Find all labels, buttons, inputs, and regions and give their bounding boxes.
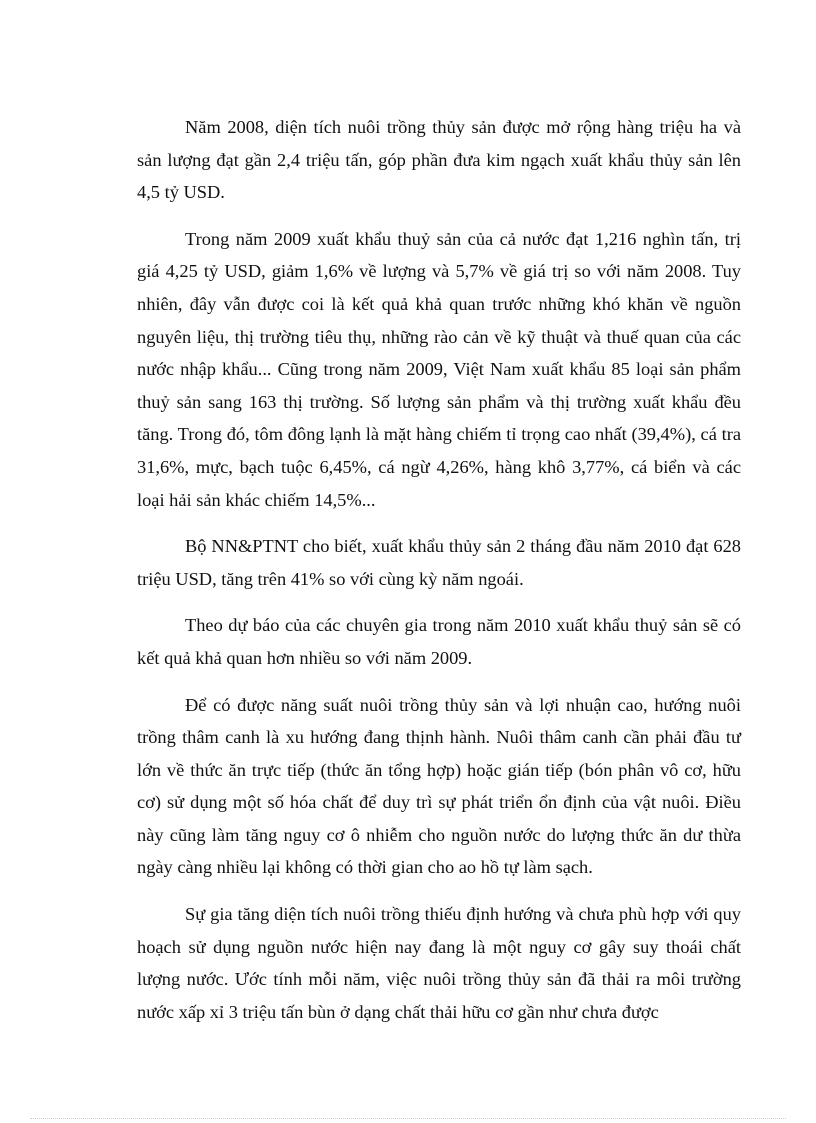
paragraph-2010-first-months: Bộ NN&PTNT cho biết, xuất khẩu thủy sản 2 tháng đầu năm 2010 đạt 628 triệu USD, tăng trên 41% so với cùng kỳ năm ngoái. <box>137 536 741 589</box>
paragraph-2010-forecast: Theo dự báo của các chuyên gia trong năm 2010 xuất khẩu thuỷ sản sẽ có kết quả khả quan hơn nhiều so với năm 2009. <box>137 615 741 668</box>
paragraph-2009-exports: Trong năm 2009 xuất khẩu thuỷ sản của cả nước đạt 1,216 nghìn tấn, trị giá 4,25 tỷ USD, giảm 1,6% về lượng và 5,7% về giá trị so với năm 2008. Tuy nhiên, đây vẫn được coi là kết quả khả quan trước những khó khăn về nguồn nguyên liệu, thị trường tiêu thụ, những rào cản về kỹ thuật và thuế quan của các nước nhập khẩu... Cũng trong năm 2009, Việt Nam xuất khẩu 85 loại sản phẩm thuỷ sản sang 163 thị trường. Số lượng sản phẩm và thị trường xuất khẩu đều tăng. Trong đó, tôm đông lạnh là mặt hàng chiếm tỉ trọng cao nhất (39,4%), cá tra 31,6%, mực, bạch tuộc 6,45%, cá ngừ 4,26%, hàng khô 3,77%, cá biển và các loại hải sản khác chiếm 14,5%... <box>137 228 741 510</box>
paragraph-2008-production: Năm 2008, diện tích nuôi trồng thủy sản được mở rộng hàng triệu ha và sản lượng đạt gần 2,4 triệu tấn, góp phần đưa kim ngạch xuất khẩu thủy sản lên 4,5 tỷ USD. <box>137 117 741 203</box>
page-bottom-divider <box>30 1118 786 1119</box>
paragraph-water-degradation: Sự gia tăng diện tích nuôi trồng thiếu định hướng và chưa phù hợp với quy hoạch sử dụng nguồn nước hiện nay đang là một nguy cơ gây suy thoái chất lượng nước. Ước tính mỗi năm, việc nuôi trồng thủy sản đã thải ra môi trường nước xấp xỉ 3 triệu tấn bùn ở dạng chất thải hữu cơ gần như chưa được <box>137 904 741 1022</box>
paragraph-intensive-farming: Để có được năng suất nuôi trồng thủy sản và lợi nhuận cao, hướng nuôi trồng thâm canh là xu hướng đang thịnh hành. Nuôi thâm canh cần phải đầu tư lớn về thức ăn trực tiếp (thức ăn tổng hợp) hoặc gián tiếp (bón phân vô cơ, hữu cơ) sử dụng một số hóa chất để duy trì sự phát triển ổn định của vật nuôi. Điều này cũng làm tăng nguy cơ ô nhiễm cho nguồn nước do lượng thức ăn dư thừa ngày càng nhiều lại không có thời gian cho ao hồ tự làm sạch. <box>137 694 741 878</box>
document-body <box>137 111 741 1042</box>
